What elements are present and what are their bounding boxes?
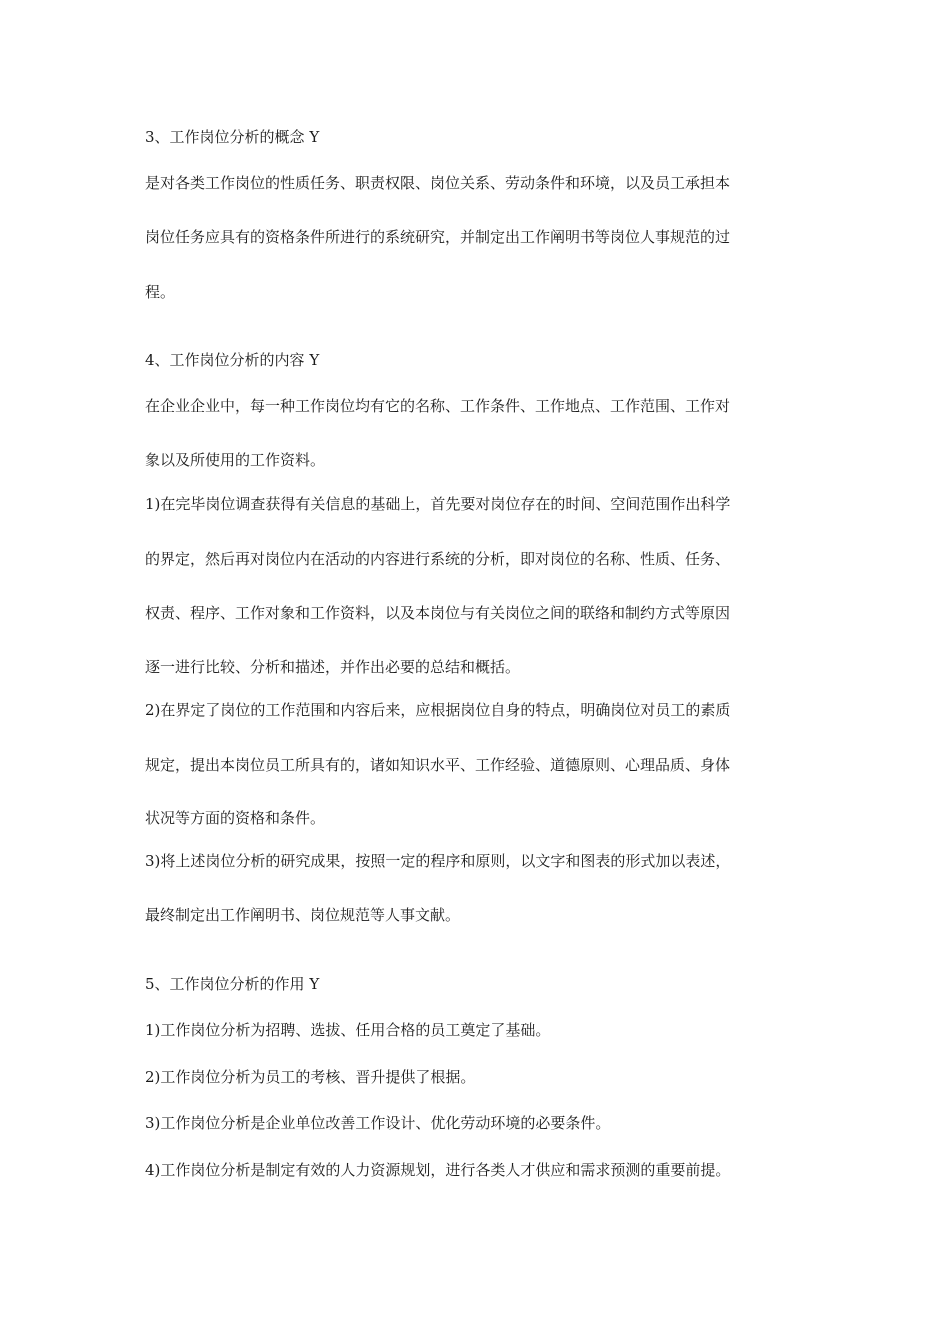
paragraph-line: 2)在界定了岗位的工作范围和内容后来，应根据岗位自身的特点，明确岗位对员工的素质: [145, 701, 731, 719]
paragraph-line: 3)将上述岗位分析的研究成果，按照一定的程序和原则，以文字和图表的形式加以表述，: [145, 852, 731, 870]
section-heading: 4、工作岗位分析的内容 Y: [145, 351, 320, 369]
paragraph-line: 1)在完毕岗位调查获得有关信息的基础上，首先要对岗位存在的时间、空间范围作出科学: [145, 495, 731, 513]
paragraph-line: 最终制定出工作阐明书、岗位规范等人事文献。: [145, 906, 461, 924]
paragraph-line: 程。: [145, 283, 176, 301]
paragraph-line: 状况等方面的资格和条件。: [145, 809, 326, 827]
paragraph-line: 是对各类工作岗位的性质任务、职责权限、岗位关系、劳动条件和环境，以及员工承担本: [145, 174, 731, 192]
paragraph-line: 逐一进行比较、分析和描述，并作出必要的总结和概括。: [145, 658, 521, 676]
list-item: 1)工作岗位分析为招聘、选拔、任用合格的员工奠定了基础。: [145, 1021, 551, 1039]
list-item: 3)工作岗位分析是企业单位改善工作设计、优化劳动环境的必要条件。: [145, 1114, 611, 1132]
list-item: 2)工作岗位分析为员工的考核、晋升提供了根据。: [145, 1068, 476, 1086]
list-item: 4)工作岗位分析是制定有效的人力资源规划，进行各类人才供应和需求预测的重要前提。: [145, 1161, 731, 1179]
section-heading: 3、工作岗位分析的概念 Y: [145, 128, 320, 146]
paragraph-line: 岗位任务应具有的资格条件所进行的系统研究，并制定出工作阐明书等岗位人事规范的过: [145, 228, 731, 246]
section-heading: 5、工作岗位分析的作用 Y: [145, 975, 320, 993]
paragraph-line: 规定，提出本岗位员工所具有的，诸如知识水平、工作经验、道德原则、心理品质、身体: [145, 756, 731, 774]
paragraph-line: 的界定，然后再对岗位内在活动的内容进行系统的分析，即对岗位的名称、性质、任务、: [145, 550, 731, 568]
paragraph-line: 象以及所使用的工作资料。: [145, 451, 326, 469]
paragraph-line: 在企业企业中，每一种工作岗位均有它的名称、工作条件、工作地点、工作范围、工作对: [145, 397, 731, 415]
paragraph-line: 权责、程序、工作对象和工作资料，以及本岗位与有关岗位之间的联络和制约方式等原因: [145, 604, 731, 622]
